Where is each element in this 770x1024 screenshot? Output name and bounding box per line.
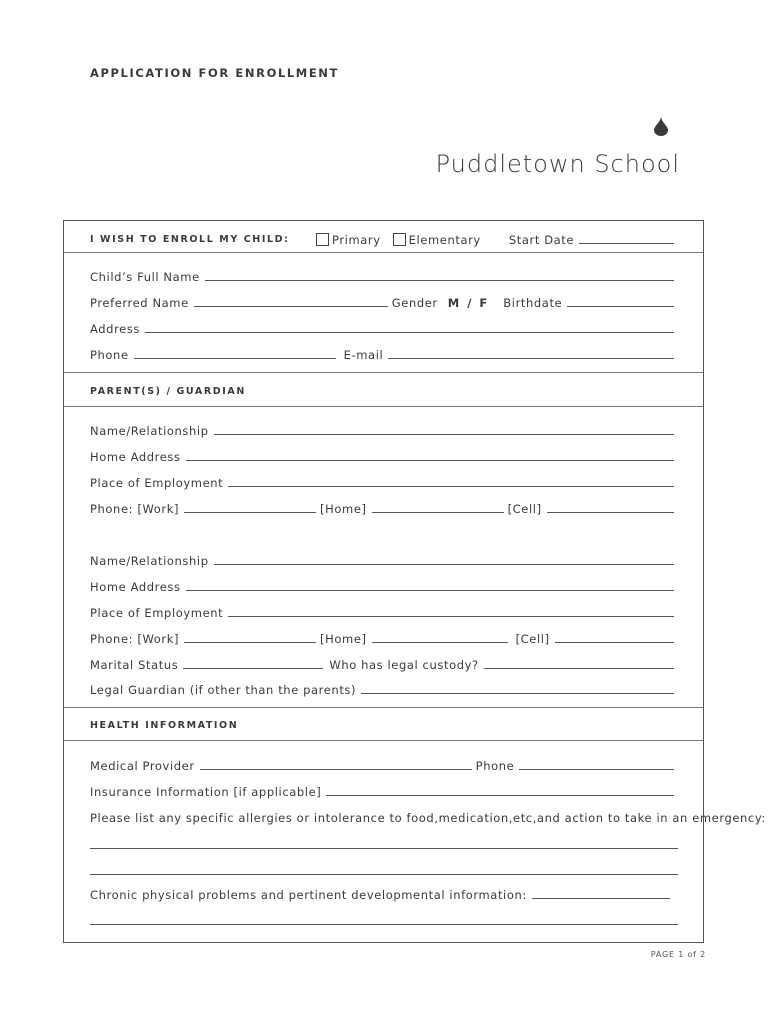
legal-guardian-row bbox=[90, 681, 678, 697]
guardian2-phone-work-field[interactable] bbox=[184, 642, 316, 643]
address-row bbox=[90, 320, 678, 336]
guardian2-phone-work-label: Phone: [Work] bbox=[90, 632, 180, 646]
guardian1-address-label: Home Address bbox=[90, 450, 181, 464]
medical-provider-row bbox=[90, 757, 678, 773]
allergies-prompt: Please list any specific allergies or intolerance to food,medication,etc,and action to take in an emergency: bbox=[90, 811, 766, 825]
guardian2-phone-home-label: [Home] bbox=[320, 632, 367, 646]
allergies-row bbox=[90, 809, 766, 825]
provider-phone-field[interactable] bbox=[519, 769, 674, 770]
legal-custody-field[interactable] bbox=[484, 668, 674, 669]
preferred-name-field[interactable] bbox=[194, 306, 388, 307]
marital-row bbox=[90, 656, 678, 672]
insurance-row bbox=[90, 783, 678, 799]
primary-option[interactable] bbox=[316, 233, 381, 247]
guardian2-phone-cell-field[interactable] bbox=[555, 642, 674, 643]
health-section-header bbox=[90, 717, 678, 733]
water-drop-icon bbox=[653, 116, 669, 136]
primary-label: Primary bbox=[332, 233, 381, 247]
preferred-name-label: Preferred Name bbox=[90, 296, 189, 310]
allergies-field-2[interactable] bbox=[90, 874, 678, 875]
legal-guardian-label: Legal Guardian (if other than the parents) bbox=[90, 683, 357, 697]
guardian1-address-field[interactable] bbox=[186, 460, 674, 461]
insurance-label: Insurance Information [if applicable] bbox=[90, 785, 322, 799]
guardian2-employment-field[interactable] bbox=[228, 616, 674, 617]
medical-provider-label: Medical Provider bbox=[90, 759, 195, 773]
guardian1-employment-row bbox=[90, 474, 678, 490]
form-title: APPLICATION FOR ENROLLMENT bbox=[90, 66, 339, 80]
child-name-row bbox=[90, 268, 678, 284]
chronic-field[interactable] bbox=[532, 898, 670, 899]
guardian2-phone-cell-label: [Cell] bbox=[515, 632, 550, 646]
insurance-field[interactable] bbox=[326, 795, 674, 796]
primary-checkbox[interactable] bbox=[316, 233, 329, 246]
medical-provider-field[interactable] bbox=[200, 769, 472, 770]
birthdate-field[interactable] bbox=[567, 306, 674, 307]
guardian1-name-label: Name/Relationship bbox=[90, 424, 209, 438]
enrollment-form bbox=[63, 220, 766, 943]
guardian1-phone-work-label: Phone: [Work] bbox=[90, 502, 180, 516]
guardian1-phone-home-field[interactable] bbox=[372, 512, 504, 513]
phone-label: Phone bbox=[90, 348, 129, 362]
email-label: E-mail bbox=[343, 348, 384, 362]
guardian1-phone-row bbox=[90, 500, 678, 516]
address-label: Address bbox=[90, 322, 140, 336]
school-name: Puddletown School bbox=[435, 150, 680, 178]
preferred-name-row bbox=[90, 294, 678, 310]
guardian2-employment-row bbox=[90, 604, 678, 620]
elementary-label: Elementary bbox=[408, 233, 481, 247]
page-number: PAGE 1 of 2 bbox=[650, 950, 706, 959]
guardian2-employment-label: Place of Employment bbox=[90, 606, 224, 620]
guardian1-name-field[interactable] bbox=[214, 434, 674, 435]
child-full-name-label: Child’s Full Name bbox=[90, 270, 200, 284]
child-full-name-field[interactable] bbox=[205, 280, 674, 281]
health-section-title: HEALTH INFORMATION bbox=[90, 720, 239, 731]
guardian-section-title: PARENT(S) / GUARDIAN bbox=[90, 386, 246, 397]
guardian1-phone-work-field[interactable] bbox=[184, 512, 316, 513]
legal-guardian-field[interactable] bbox=[361, 693, 674, 694]
guardian2-address-label: Home Address bbox=[90, 580, 181, 594]
guardian1-address-row bbox=[90, 448, 678, 464]
guardian1-phone-cell-field[interactable] bbox=[547, 512, 674, 513]
gender-options[interactable]: M / F bbox=[447, 296, 490, 310]
contact-row bbox=[90, 346, 678, 362]
start-date-field[interactable] bbox=[579, 243, 674, 244]
chronic-row bbox=[90, 886, 678, 902]
elementary-option[interactable] bbox=[393, 233, 481, 247]
marital-status-field[interactable] bbox=[183, 668, 323, 669]
divider bbox=[64, 252, 703, 253]
guardian2-name-label: Name/Relationship bbox=[90, 554, 209, 568]
divider bbox=[64, 740, 703, 741]
guardian2-address-field[interactable] bbox=[186, 590, 674, 591]
address-field[interactable] bbox=[145, 332, 674, 333]
guardian2-phone-row bbox=[90, 630, 678, 646]
guardian-section-header bbox=[90, 383, 678, 399]
birthdate-label: Birthdate bbox=[503, 296, 563, 310]
guardian1-employment-label: Place of Employment bbox=[90, 476, 224, 490]
start-date-label: Start Date bbox=[508, 233, 575, 247]
elementary-checkbox[interactable] bbox=[393, 233, 406, 246]
guardian2-name-field[interactable] bbox=[214, 564, 674, 565]
guardian2-phone-home-field[interactable] bbox=[372, 642, 508, 643]
gender-label: Gender bbox=[391, 296, 438, 310]
enroll-row bbox=[90, 231, 678, 247]
divider bbox=[64, 372, 703, 373]
guardian1-name-row bbox=[90, 422, 678, 438]
guardian1-phone-home-label: [Home] bbox=[320, 502, 367, 516]
allergies-field-1[interactable] bbox=[90, 848, 678, 849]
email-field[interactable] bbox=[388, 358, 674, 359]
divider bbox=[64, 707, 703, 708]
legal-custody-label: Who has legal custody? bbox=[329, 658, 479, 672]
guardian2-name-row bbox=[90, 552, 678, 568]
guardian1-employment-field[interactable] bbox=[228, 486, 674, 487]
enroll-label: I WISH TO ENROLL MY CHILD: bbox=[90, 234, 290, 245]
chronic-field-2[interactable] bbox=[90, 924, 678, 925]
provider-phone-label: Phone bbox=[475, 759, 515, 773]
marital-status-label: Marital Status bbox=[90, 658, 179, 672]
divider bbox=[64, 406, 703, 407]
chronic-prompt: Chronic physical problems and pertinent developmental information: bbox=[90, 888, 527, 902]
phone-field[interactable] bbox=[134, 358, 336, 359]
guardian2-address-row bbox=[90, 578, 678, 594]
guardian1-phone-cell-label: [Cell] bbox=[507, 502, 542, 516]
